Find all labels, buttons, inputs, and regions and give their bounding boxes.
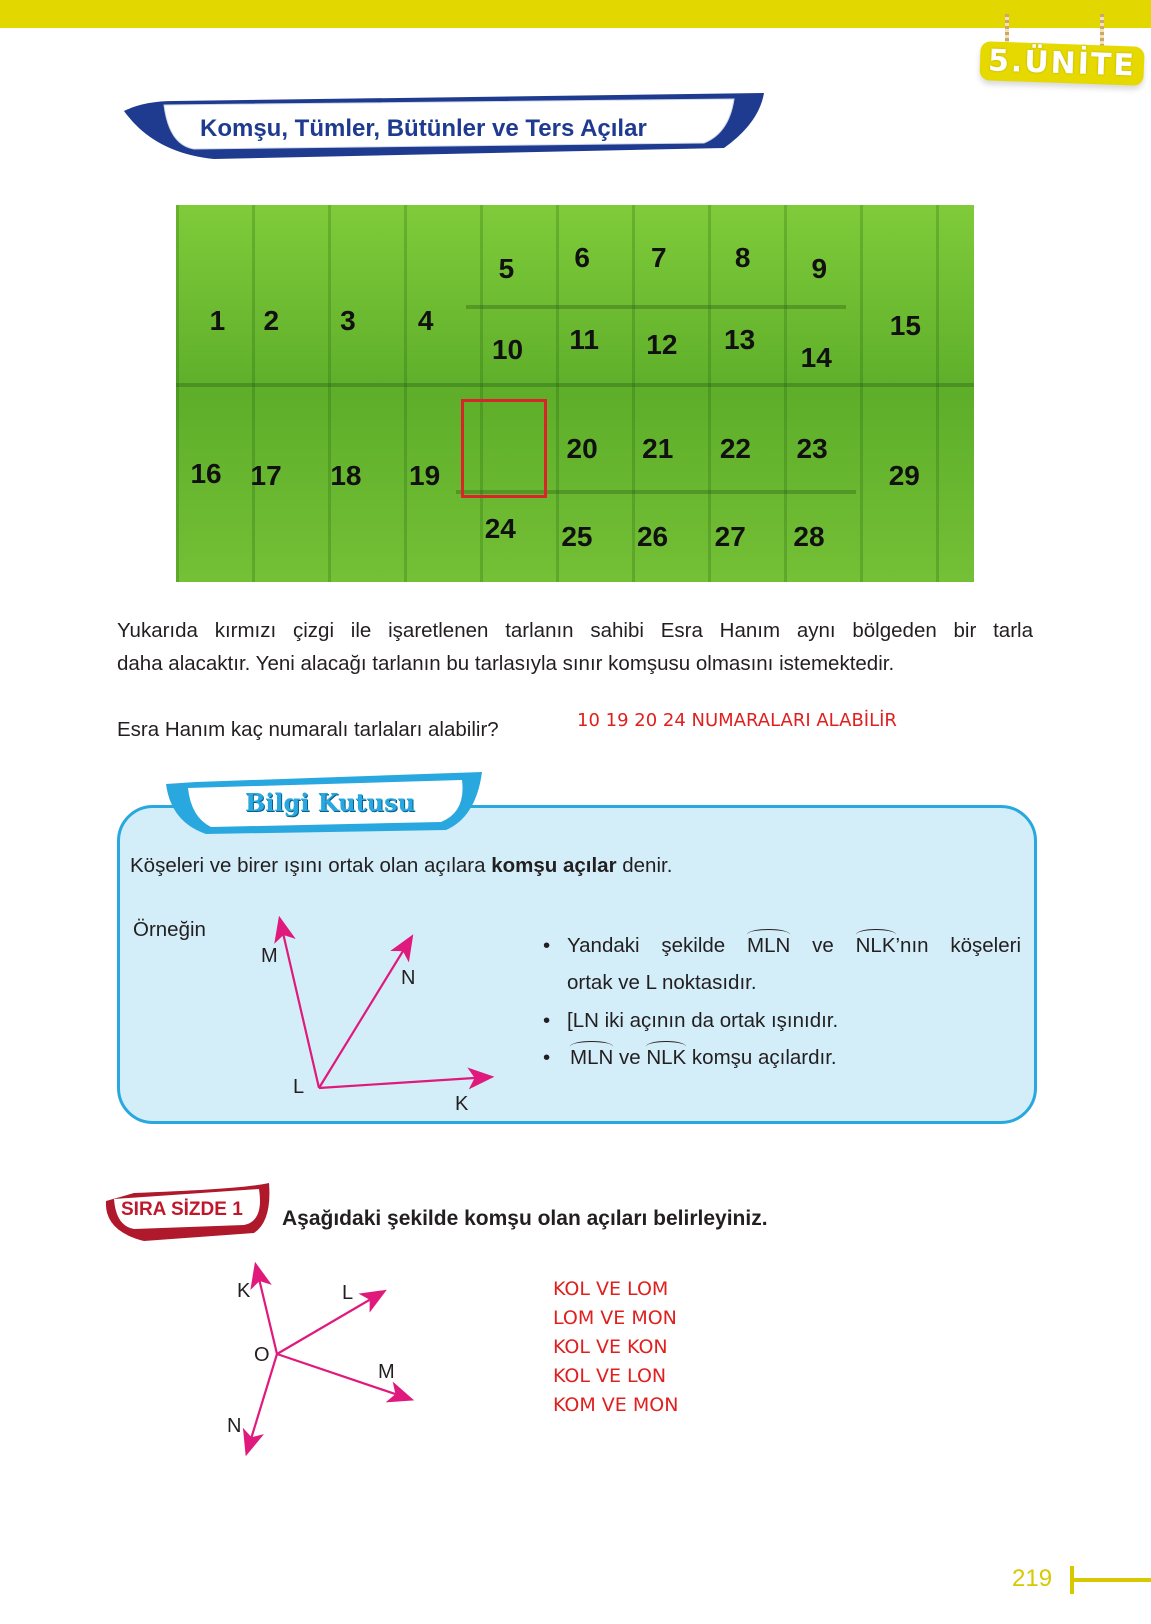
field-number: 13 bbox=[724, 323, 756, 355]
field-number: 14 bbox=[800, 342, 832, 374]
field-number: 2 bbox=[263, 305, 280, 337]
field-number: 3 bbox=[340, 305, 356, 337]
text: ’nın köşeleri bbox=[895, 934, 1022, 957]
handwritten-answer: 10 19 20 24 NUMARALARI ALABİLİR bbox=[577, 710, 897, 731]
page-number-bar bbox=[1072, 1578, 1151, 1582]
problem-line-1: Yukarıda kırmızı çizgi ile işaretlenen tarlanın sahibi Esra Hanım aynı bölgeden bir tarla bbox=[117, 619, 1033, 642]
point-label-N: N bbox=[401, 967, 416, 989]
point-label-K: K bbox=[237, 1280, 251, 1302]
field-number: 4 bbox=[417, 305, 434, 337]
ray-LN bbox=[319, 938, 411, 1088]
field-number: 29 bbox=[888, 460, 920, 492]
ray-LK bbox=[319, 1077, 490, 1088]
bullet: • bbox=[543, 1009, 551, 1032]
field-number: 17 bbox=[250, 460, 282, 492]
info-box-title: Bilgi Kutusu bbox=[245, 788, 416, 817]
exercise-heading: Aşağıdaki şekilde komşu olan açıları belirleyiniz. bbox=[282, 1207, 768, 1230]
field-number: 19 bbox=[409, 460, 441, 492]
field-number: 20 bbox=[566, 433, 598, 465]
answer-item: KOL VE LOM bbox=[553, 1278, 669, 1300]
point-label-N: N bbox=[227, 1415, 242, 1437]
field-number: 15 bbox=[889, 310, 921, 342]
unit-badge: 5.ÜNİTE bbox=[979, 41, 1144, 86]
exercise-badge: SIRA SİZDE 1 bbox=[121, 1199, 243, 1220]
field-number: 23 bbox=[796, 433, 828, 465]
bullet-1-line-2: ortak ve L noktasıdır. bbox=[567, 971, 757, 994]
field-number: 21 bbox=[642, 433, 674, 465]
answer-item: LOM VE MON bbox=[553, 1307, 677, 1329]
field-number: 12 bbox=[646, 328, 678, 360]
point-label-K: K bbox=[455, 1093, 469, 1115]
field-number: 1 bbox=[209, 305, 226, 337]
field-number: 18 bbox=[330, 460, 362, 492]
field-number: 16 bbox=[190, 458, 222, 490]
point-label-L: L bbox=[293, 1076, 305, 1098]
answer-item: KOL VE LON bbox=[553, 1365, 667, 1387]
field-number: 6 bbox=[574, 241, 590, 273]
field-number: 7 bbox=[650, 241, 667, 273]
point-label-L: L bbox=[342, 1282, 354, 1304]
bullet-3 bbox=[570, 1046, 837, 1070]
text: Yandaki şekilde bbox=[567, 934, 748, 957]
angle-NLK: NLK bbox=[855, 934, 896, 957]
bullet-1 bbox=[567, 934, 1021, 958]
problem-line-2: daha alacaktır. Yeni alacağı tarlanın bu tarlasıyla sınır komşusu olmasını istemektedir. bbox=[117, 652, 895, 675]
field-number: 26 bbox=[636, 520, 669, 552]
definition-term: komşu açılar bbox=[491, 854, 617, 877]
example-label: Örneğin bbox=[133, 918, 206, 941]
field-number: 22 bbox=[719, 433, 752, 465]
ray-ON bbox=[247, 1354, 277, 1452]
question: Esra Hanım kaç numaralı tarlaları alabilir? bbox=[117, 718, 499, 741]
field-number: 28 bbox=[793, 520, 825, 552]
text: komşu açılardır. bbox=[686, 1046, 837, 1069]
field-number: 10 bbox=[491, 334, 524, 366]
angle-NLK: NLK bbox=[646, 1046, 687, 1069]
page-number: 219 bbox=[1012, 1565, 1053, 1592]
field-number: 25 bbox=[561, 520, 593, 552]
point-label-M: M bbox=[261, 945, 278, 967]
angle-MLN: MLN bbox=[747, 934, 791, 957]
answer-item: KOM VE MON bbox=[553, 1394, 679, 1416]
bullet-2: [LN iki açının da ortak ışınıdır. bbox=[567, 1009, 839, 1032]
definition-text: denir. bbox=[616, 854, 673, 877]
field-number: 11 bbox=[569, 323, 599, 355]
answer-list bbox=[553, 1275, 678, 1420]
point-label-O: O bbox=[254, 1344, 270, 1366]
field-number: 5 bbox=[498, 253, 515, 285]
ray-LM bbox=[280, 920, 319, 1088]
field-number: 27 bbox=[714, 520, 746, 552]
answer-item: KOL VE KON bbox=[553, 1336, 668, 1358]
field-number: 8 bbox=[734, 241, 751, 273]
ray-OK bbox=[256, 1266, 277, 1354]
text: ve bbox=[790, 934, 856, 957]
text: ve bbox=[613, 1046, 647, 1069]
section-title: Komşu, Tümler, Bütünler ve Ters Açılar bbox=[200, 115, 647, 142]
bullet: • bbox=[543, 934, 551, 957]
ray-OL bbox=[277, 1292, 383, 1354]
definition-text: Köşeleri ve birer ışını ortak olan açılara bbox=[130, 854, 492, 877]
point-label-M: M bbox=[378, 1361, 395, 1383]
bullet: • bbox=[543, 1046, 551, 1069]
field-number: 24 bbox=[484, 513, 516, 545]
angle-MLN: MLN bbox=[570, 1046, 614, 1069]
field-number: 9 bbox=[811, 253, 828, 285]
